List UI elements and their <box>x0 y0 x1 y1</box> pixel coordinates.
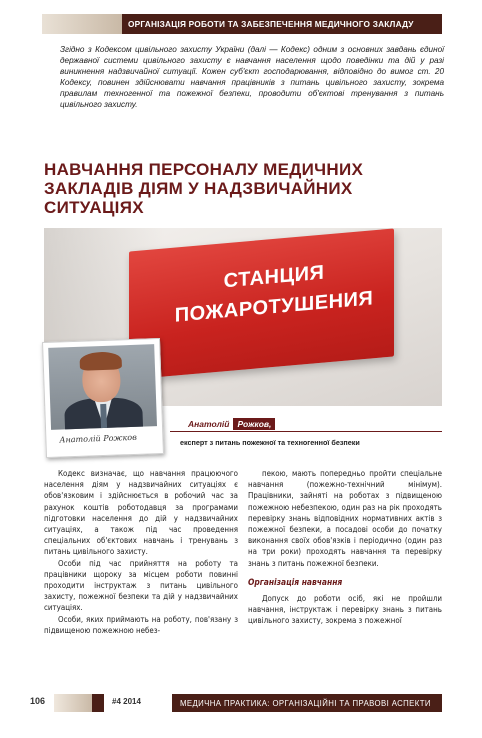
body-paragraph: Особи під час прийняття на роботу та працівники щороку за місцем роботи повинні проходити інструктаж з питань цивільного захисту, пожежної безпеки та дій у надзвичайних ситуаціях. <box>44 558 238 613</box>
issue-number: #4 2014 <box>112 697 141 706</box>
author-role: експерт з питань пожежної та техногенної безпеки <box>180 438 360 447</box>
author-divider <box>170 431 442 432</box>
sign-line-2: ПОЖАРОТУШЕНИЯ <box>174 287 374 327</box>
author-first-name: Анатолій <box>188 419 230 429</box>
portrait-photo <box>48 344 157 430</box>
page-footer <box>0 694 482 712</box>
footer-accent-bar <box>54 694 92 712</box>
sign-line-1: СТАНЦИЯ <box>223 261 325 293</box>
body-paragraph: Особи, яких приймають на роботу, пов'язану з підвищеною пожежною небез- <box>44 614 238 635</box>
header-accent-bar <box>42 14 122 34</box>
author-byline <box>188 418 275 430</box>
section-title: ОРГАНІЗАЦІЯ РОБОТИ ТА ЗАБЕЗПЕЧЕННЯ МЕДИЧНОГО ЗАКЛАДУ <box>122 14 442 34</box>
article-title: НАВЧАННЯ ПЕРСОНАЛУ МЕДИЧНИХ ЗАКЛАДІВ ДІЯМ У НАДЗВИЧАЙНИХ СИТУАЦІЯХ <box>44 160 364 217</box>
author-portrait <box>42 338 164 458</box>
journal-title: МЕДИЧНА ПРАКТИКА: ОРГАНІЗАЦІЙНІ ТА ПРАВОВІ АСПЕКТИ <box>172 694 442 712</box>
author-signature: Анатолій Рожков <box>59 432 137 445</box>
subheading: Організація навчання <box>248 576 343 587</box>
body-paragraph: Допуск до роботи осіб, які не пройшли навчання, інструктаж і перевірку знань з питань цивільного захисту, зокрема з пожежної <box>248 594 442 626</box>
page-number: 106 <box>30 696 46 706</box>
author-surname: Рожков, <box>233 418 275 430</box>
body-column-left <box>44 468 238 636</box>
body-paragraph: Кодекс визначає, що навчання працюючого населення діям у надзвичайних ситуаціях є обов'язковим і здійснюється в робочий час за рахунок коштів роботодавця за програмами підготовки населення до дій у надзвичайних ситуаціях, а також під час проведення спеціальних об'єктових навчань і тренувань з питань цивільного захисту. <box>44 469 238 557</box>
body-column-right <box>248 468 442 627</box>
footer-block-icon <box>92 694 104 712</box>
body-paragraph: пекою, мають попередньо пройти спеціальне навчання (пожежно-технічний мінімум). Працівники, зайняті на роботах з підвищеною пожежною небезпекою, один раз на рік проходять перевірку знань відповідних нормативних актів з пожежної безпеки, а посадові особи до початку виконання своїх обов'язків і періодично (один раз на три роки) проходять навчання та перевірку знань з питань пожежної безпеки. <box>248 469 442 568</box>
lead-paragraph: Згідно з Кодексом цивільного захисту України (далі — Кодекс) одним з основних завдань єдиної державної системи цивільного захисту є навчання населення щодо поведінки та дій у разі виникнення надзвичайної ситуації. Кожен суб'єкт господарювання, відповідно до вимог ст. 20 Кодексу, повинен здійснювати навчання працівників з питань цивільного захисту, зокрема правилам техногенної та пожежної безпеки, проводити об'єктові тренування з питань цивільного захисту. <box>60 45 444 110</box>
section-header <box>42 14 442 34</box>
